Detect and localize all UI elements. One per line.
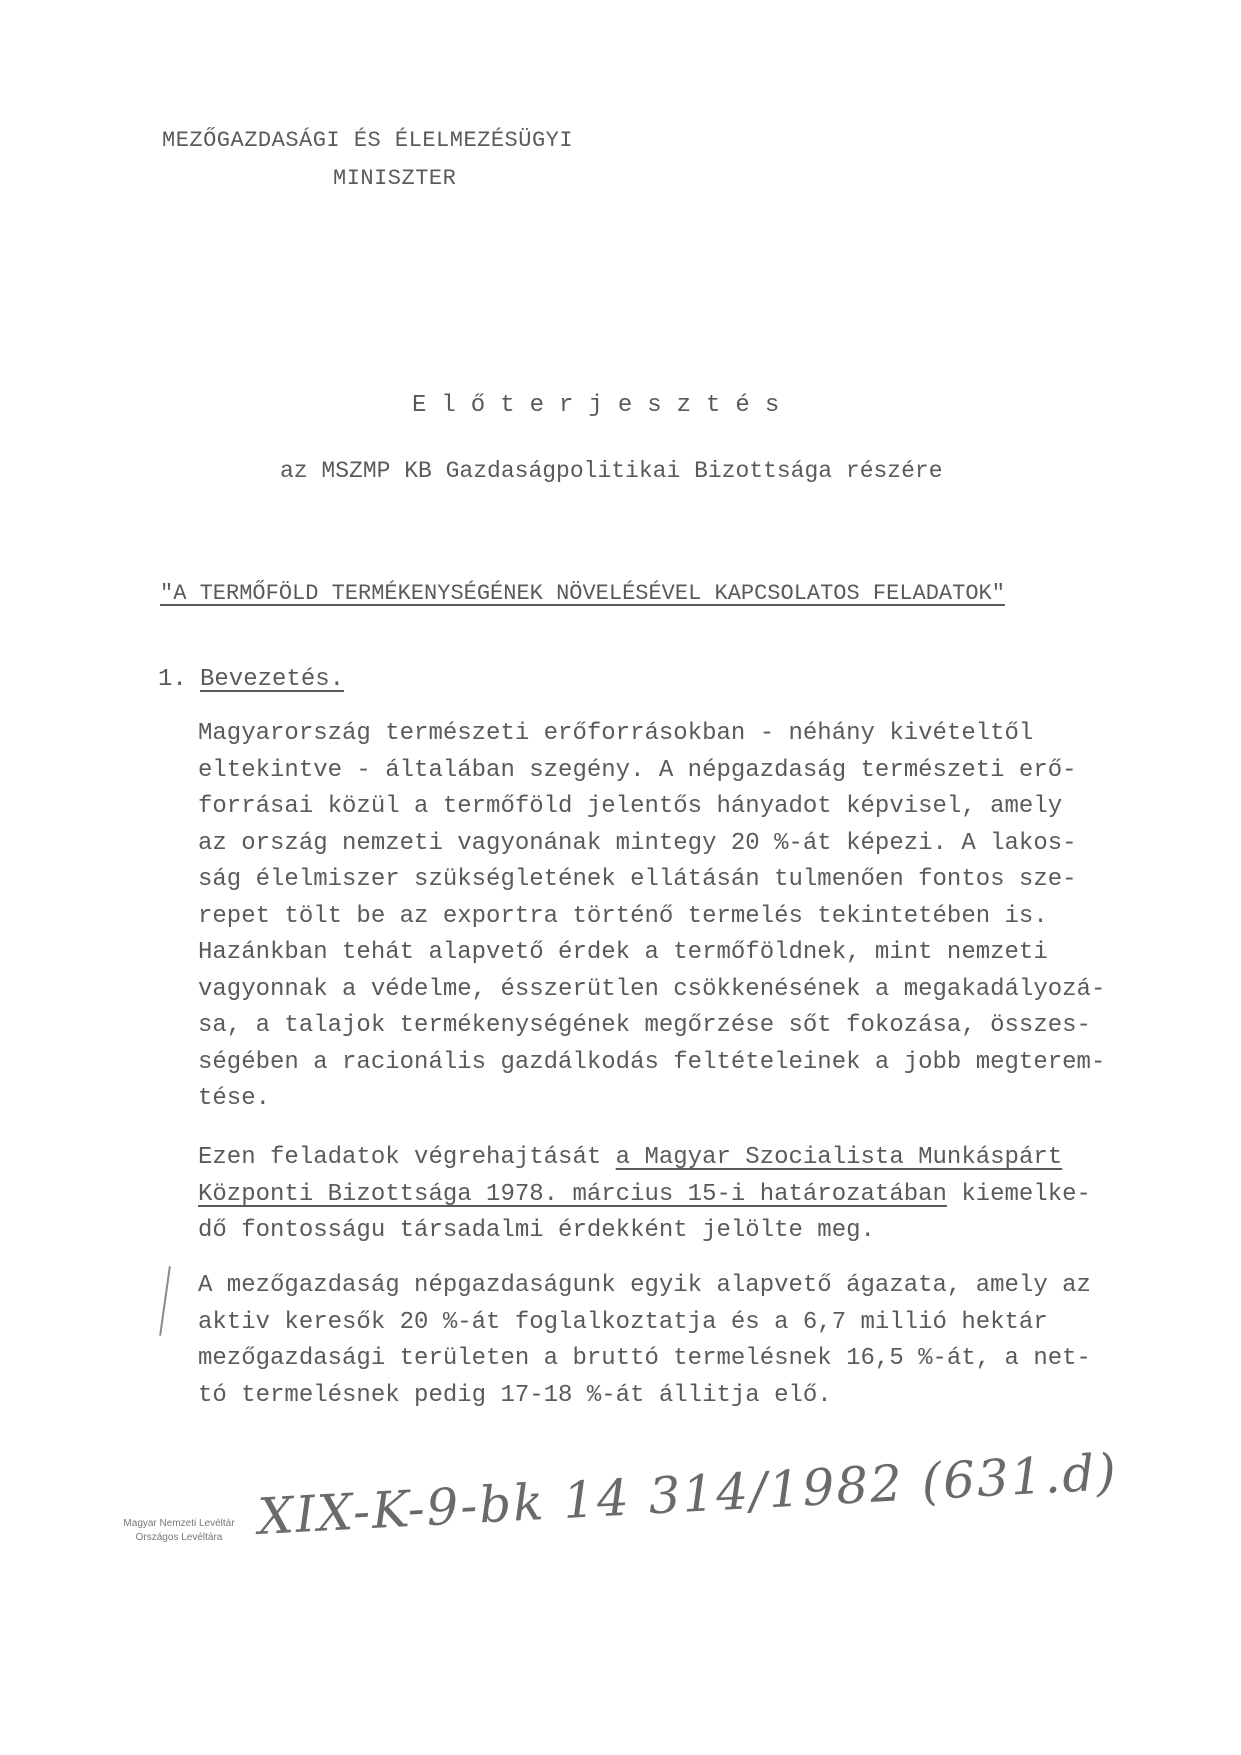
document-subtitle: az MSZMP KB Gazdaságpolitikai Bizottsága részére xyxy=(280,458,943,484)
text-line xyxy=(198,1140,1178,1177)
document-title: Előterjesztés xyxy=(412,392,795,419)
text-line: vagyonnak a védelme, ésszerütlen csökkenésének a megakadályozá- xyxy=(198,975,1106,1003)
text-line: dő fontosságu társadalmi érdekként jelölte meg. xyxy=(198,1217,875,1244)
text-span: kiemelke- xyxy=(946,1180,1091,1208)
text-line: tése. xyxy=(198,1085,271,1112)
paragraph-agriculture xyxy=(198,1268,1178,1414)
section-number: 1. xyxy=(158,666,187,693)
text-line: ság élelmiszer szükségletének ellátásán tulmenően fontos sze- xyxy=(198,866,1077,893)
ministry-header-title: MINISZTER xyxy=(333,166,457,191)
text-line: eltekintve - általában szegény. A népgazdaság természeti erő- xyxy=(198,756,1077,784)
text-line: forrásai közül a termőföld jelentős hányadot képvisel, amely xyxy=(198,793,1063,820)
underlined-text: Központi Bizottsága 1978. március 15-i határozatában xyxy=(198,1180,947,1208)
text-line: aktiv keresők 20 %-át foglalkoztatja és a 6,7 millió hektár xyxy=(198,1308,1048,1336)
ministry-header: MEZŐGAZDASÁGI ÉS ÉLELMEZÉSÜGYI xyxy=(162,128,574,153)
underlined-text: a Magyar Szocialista Munkáspárt xyxy=(615,1144,1063,1171)
text-line: Hazánkban tehát alapvető érdek a termőföldnek, mint nemzeti xyxy=(198,939,1048,966)
text-line: repet tölt be az exportra történő termelés tekintetében is. xyxy=(198,902,1048,930)
archive-stamp-line: Magyar Nemzeti Levéltár xyxy=(123,1518,235,1529)
document-topic: "A TERMŐFÖLD TERMÉKENYSÉGÉNEK NÖVELÉSÉVEL KAPCSOLATOS FELADATOK" xyxy=(160,581,1005,606)
text-line: tó termelésnek pedig 17-18 %-át állitja elő. xyxy=(198,1381,832,1409)
paragraph-resolution xyxy=(198,1140,1178,1250)
archive-stamp-line: Országos Levéltára xyxy=(135,1532,223,1543)
text-line xyxy=(198,1177,1178,1214)
text-line: A mezőgazdaság népgazdaságunk egyik alapvető ágazata, amely az xyxy=(198,1272,1091,1299)
text-line: az ország nemzeti vagyonának mintegy 20 %-át képezi. A lakos- xyxy=(198,829,1077,857)
paragraph-introduction xyxy=(198,716,1178,1118)
handwritten-reference: XIX-K-9-bk 14 314/1982 (631.d) xyxy=(256,1442,1120,1546)
text-line: Magyarország természeti erőforrásokban - néhány kivételtől xyxy=(198,720,1034,747)
archive-stamp xyxy=(104,1517,254,1545)
text-line: mezőgazdasági területen a bruttó termelésnek 16,5 %-át, a net- xyxy=(198,1345,1091,1372)
text-line: sa, a talajok termékenységének megőrzése sőt fokozása, összes- xyxy=(198,1012,1091,1039)
margin-pencil-mark xyxy=(159,1266,171,1336)
text-line: ségében a racionális gazdálkodás feltételeinek a jobb megterem- xyxy=(198,1048,1106,1076)
section-title: Bevezetés. xyxy=(200,666,345,693)
text-span: Ezen feladatok végrehajtását xyxy=(198,1144,616,1171)
